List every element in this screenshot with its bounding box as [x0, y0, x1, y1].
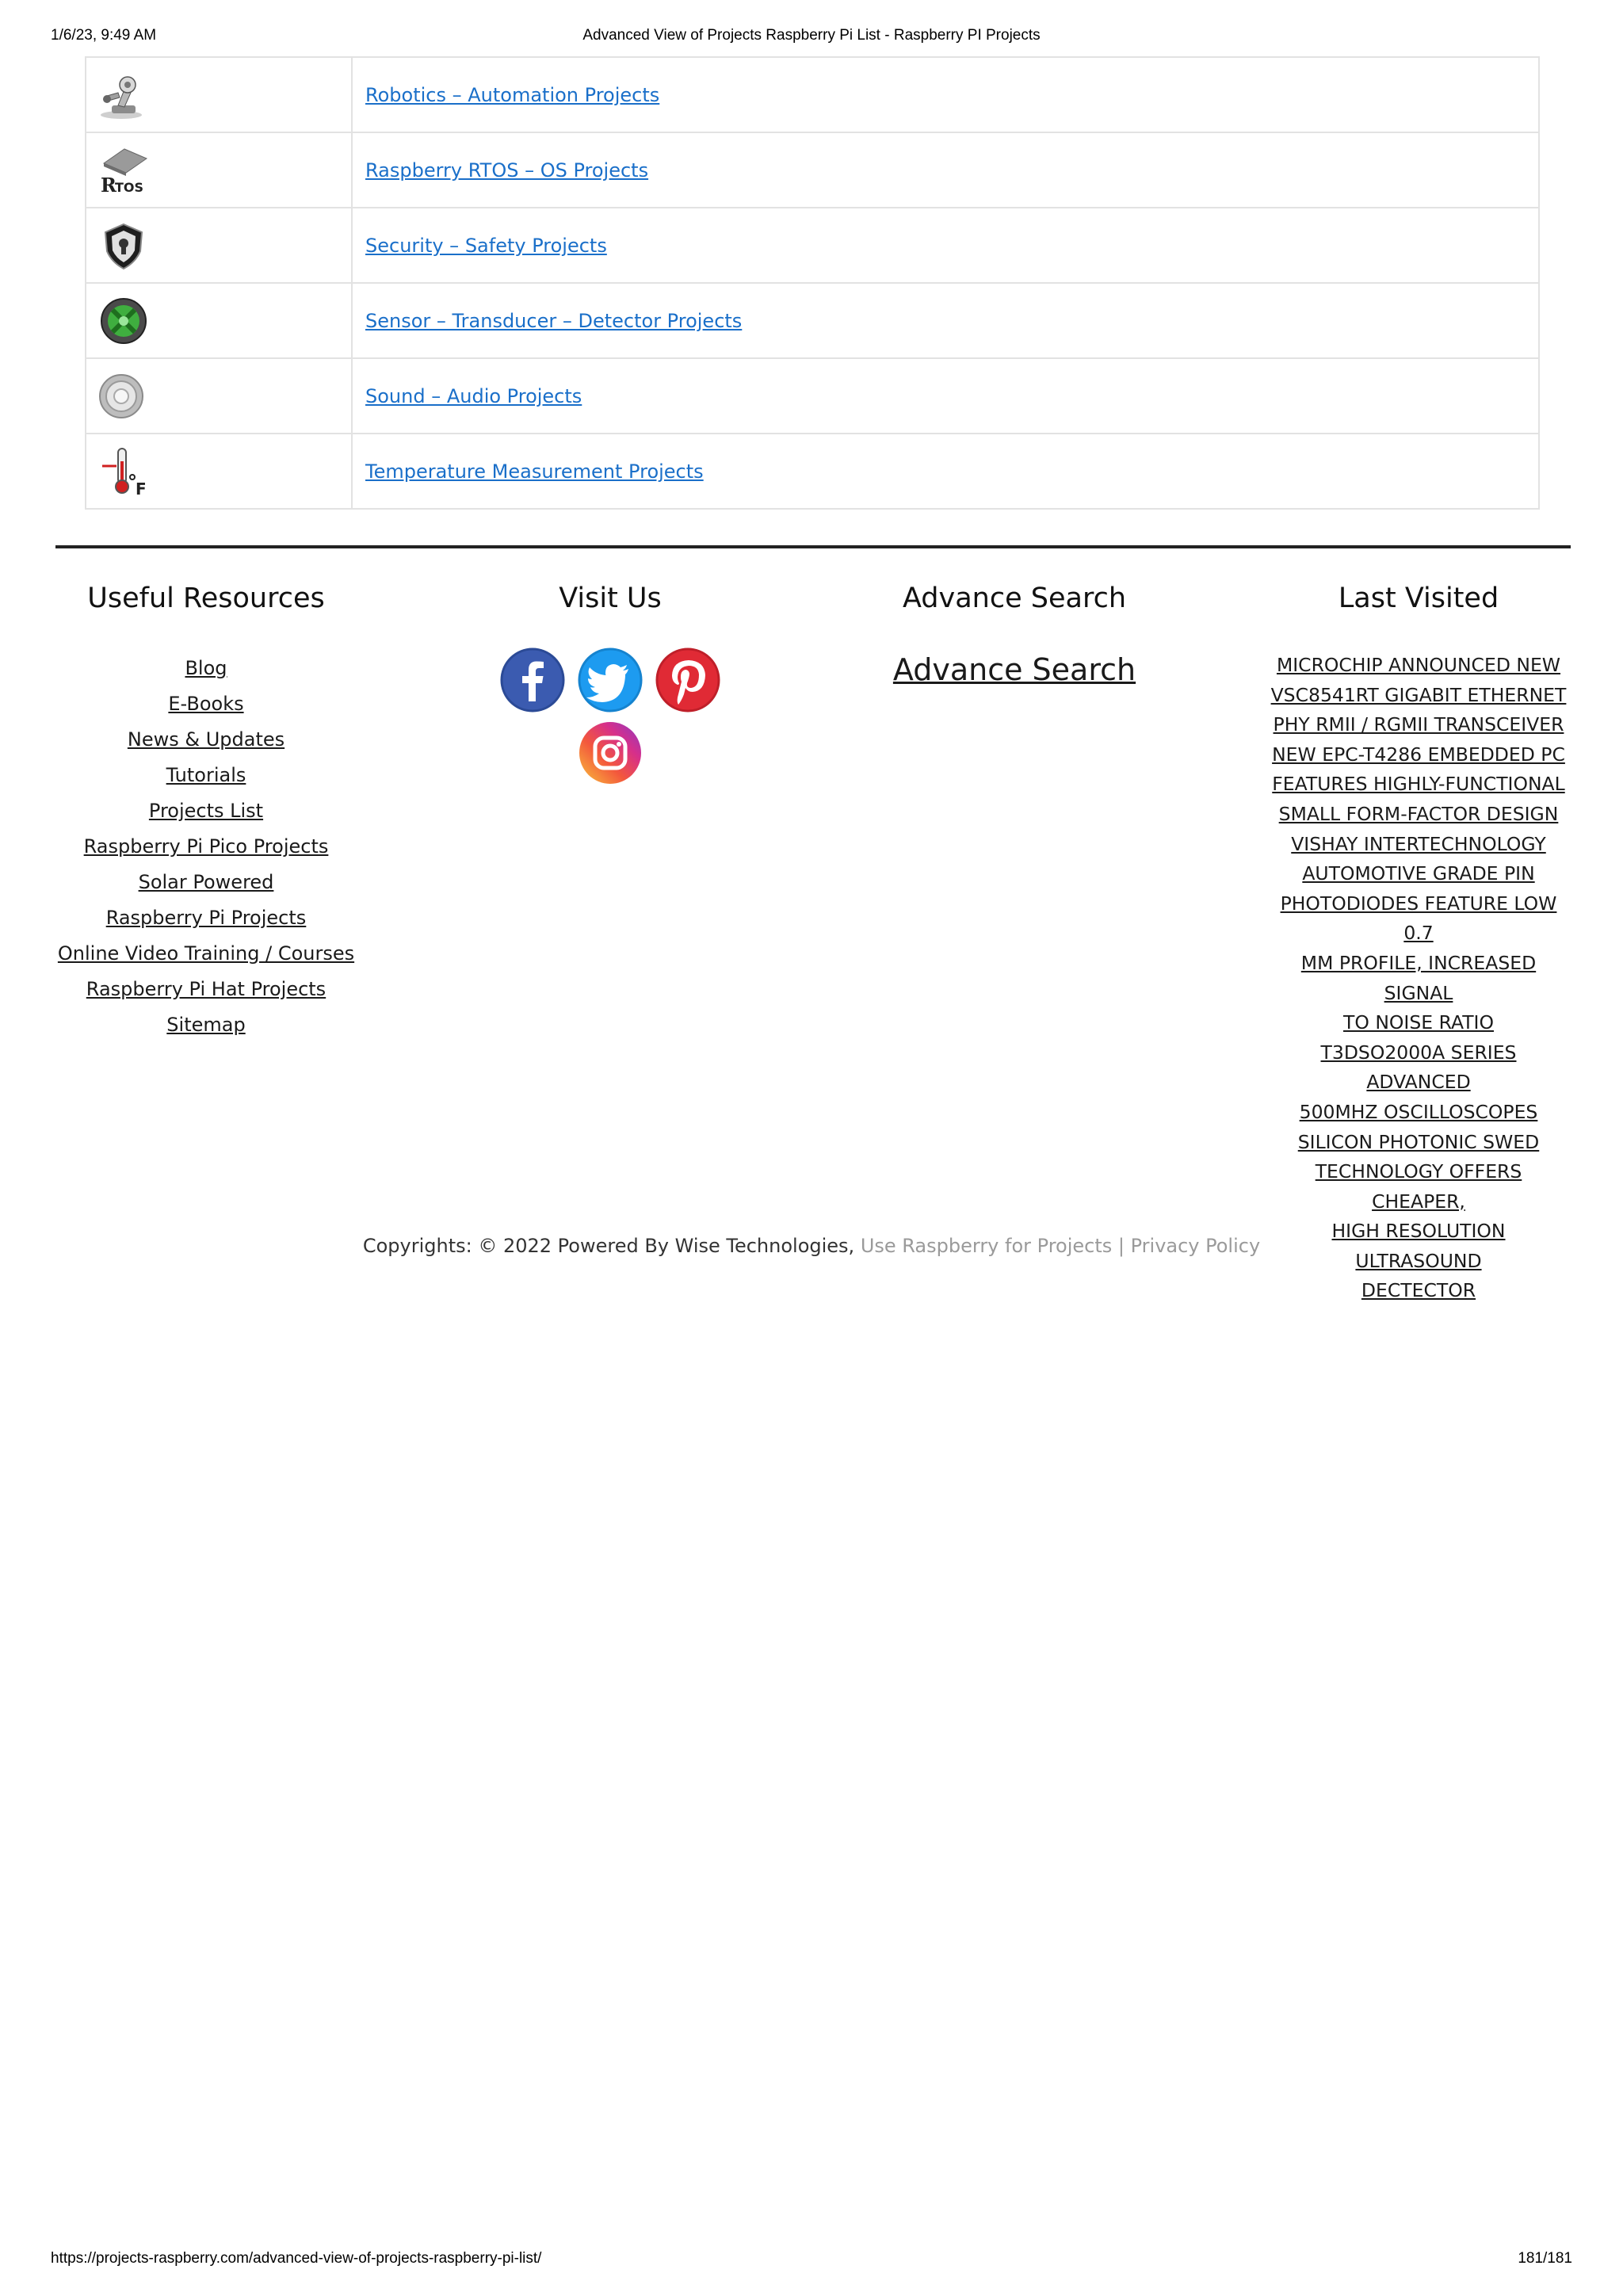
advance-search-link[interactable]: Advance Search [892, 652, 1136, 687]
thermometer-icon[interactable] [97, 445, 351, 498]
table-row [86, 208, 1539, 283]
pinterest-icon[interactable] [655, 648, 720, 712]
last-visited-link-epc-t4286[interactable]: NEW EPC-T4286 EMBEDDED PC [1272, 743, 1565, 766]
facebook-icon[interactable] [500, 648, 565, 712]
visit-us-section [475, 583, 745, 793]
copyright-line [0, 1235, 1623, 1257]
last-visited-link-epc-t4286[interactable]: FEATURES HIGHLY-FUNCTIONAL [1272, 773, 1565, 796]
category-link-sound[interactable]: Sound – Audio Projects [365, 384, 582, 407]
link-projects-list[interactable]: Projects List [148, 800, 264, 822]
social-links [487, 648, 733, 785]
last-visited-link-vishay[interactable]: VISHAY INTERTECHNOLOGY [1291, 832, 1546, 855]
twitter-icon[interactable] [578, 648, 643, 712]
link-blog[interactable]: Blog [185, 657, 227, 679]
print-footer [51, 2250, 1572, 2272]
advance-search-section [880, 583, 1149, 687]
last-visited-link-silicon-photonic[interactable]: SILICON PHOTONIC SWED [1297, 1130, 1540, 1153]
table-row [86, 358, 1539, 434]
last-visited-link-vishay[interactable]: MM PROFILE, INCREASED SIGNAL [1300, 951, 1537, 1004]
link-pico-projects[interactable]: Raspberry Pi Pico Projects [83, 835, 329, 858]
footer-divider [55, 545, 1571, 548]
svg-text:R: R [101, 173, 116, 197]
privacy-policy-link[interactable]: Privacy Policy [1130, 1235, 1261, 1257]
last-visited-link-microchip[interactable]: MICROCHIP ANNOUNCED NEW [1276, 654, 1561, 676]
last-visited-link-t3dso2000a[interactable]: 500MHZ OSCILLOSCOPES [1299, 1100, 1538, 1123]
last-visited-list [1268, 651, 1569, 1306]
link-hat-projects[interactable]: Raspberry Pi Hat Projects [86, 978, 327, 1000]
category-link-rtos[interactable]: Raspberry RTOS – OS Projects [365, 159, 649, 181]
copyright-text: Copyrights: © 2022 Powered By Wise Technologies, [362, 1235, 861, 1257]
last-visited-link-microchip[interactable]: PHY RMII / RGMII TRANSCEIVER [1273, 713, 1564, 736]
last-visited-link-silicon-photonic[interactable]: HIGH RESOLUTION ULTRASOUND [1331, 1220, 1506, 1272]
table-row [86, 57, 1539, 132]
print-page-title: Advanced View of Projects Raspberry Pi List - Raspberry PI Projects [582, 27, 1041, 44]
last-visited-link-epc-t4286[interactable]: SMALL FORM-FACTOR DESIGN [1278, 802, 1559, 825]
security-shield-icon[interactable] [97, 220, 351, 272]
table-row [86, 132, 1539, 208]
last-visited-link-microchip[interactable]: VSC8541RT GIGABIT ETHERNET [1270, 683, 1567, 706]
print-datetime: 1/6/23, 9:49 AM [51, 27, 157, 44]
useful-resources-heading: Useful Resources [87, 583, 325, 614]
print-header [51, 27, 1572, 51]
print-url: https://projects-raspberry.com/advanced-view-of-projects-raspberry-pi-list/ [51, 2250, 542, 2267]
speaker-icon[interactable] [97, 370, 351, 422]
svg-text:F: F [136, 479, 147, 498]
page-number: 181/181 [1518, 2250, 1572, 2267]
last-visited-link-vishay[interactable]: TO NOISE RATIO [1343, 1011, 1494, 1034]
table-row [86, 283, 1539, 358]
useful-resources-section [55, 583, 357, 1043]
copyright-separator: | [1112, 1235, 1131, 1257]
link-video-training[interactable]: Online Video Training / Courses [57, 942, 355, 965]
useful-resources-list [55, 651, 357, 1043]
table-row [86, 434, 1539, 509]
robot-arm-icon[interactable] [97, 69, 351, 121]
use-raspberry-link[interactable]: Use Raspberry for Projects [860, 1235, 1113, 1257]
category-link-sensor[interactable]: Sensor – Transducer – Detector Projects [365, 309, 743, 332]
link-tutorials[interactable]: Tutorials [166, 764, 246, 786]
svg-text:TOS: TOS [115, 179, 144, 195]
advance-search-heading: Advance Search [902, 583, 1127, 614]
last-visited-link-silicon-photonic[interactable]: DECTECTOR [1361, 1279, 1476, 1302]
last-visited-link-vishay[interactable]: AUTOMOTIVE GRADE PIN [1302, 862, 1535, 885]
last-visited-link-silicon-photonic[interactable]: TECHNOLOGY OFFERS CHEAPER, [1315, 1160, 1522, 1213]
rtos-chip-icon[interactable] [97, 144, 351, 197]
last-visited-link-t3dso2000a[interactable]: T3DSO2000A SERIES ADVANCED [1320, 1041, 1517, 1094]
visit-us-heading: Visit Us [559, 583, 662, 614]
last-visited-link-vishay[interactable]: PHOTODIODES FEATURE LOW 0.7 [1280, 892, 1557, 945]
last-visited-section [1268, 583, 1569, 1306]
link-sitemap[interactable]: Sitemap [166, 1014, 246, 1036]
last-visited-heading: Last Visited [1338, 583, 1499, 614]
category-link-security[interactable]: Security – Safety Projects [365, 234, 607, 257]
category-table [85, 56, 1540, 510]
sensor-icon[interactable] [97, 295, 351, 347]
instagram-icon[interactable] [578, 720, 643, 785]
category-link-temperature[interactable]: Temperature Measurement Projects [365, 460, 704, 483]
link-ebooks[interactable]: E-Books [168, 693, 244, 715]
link-news-updates[interactable]: News & Updates [127, 728, 285, 751]
link-solar-projects[interactable]: Solar Powered Raspberry Pi Projects [105, 871, 307, 929]
category-link-robotics[interactable]: Robotics – Automation Projects [365, 83, 660, 106]
